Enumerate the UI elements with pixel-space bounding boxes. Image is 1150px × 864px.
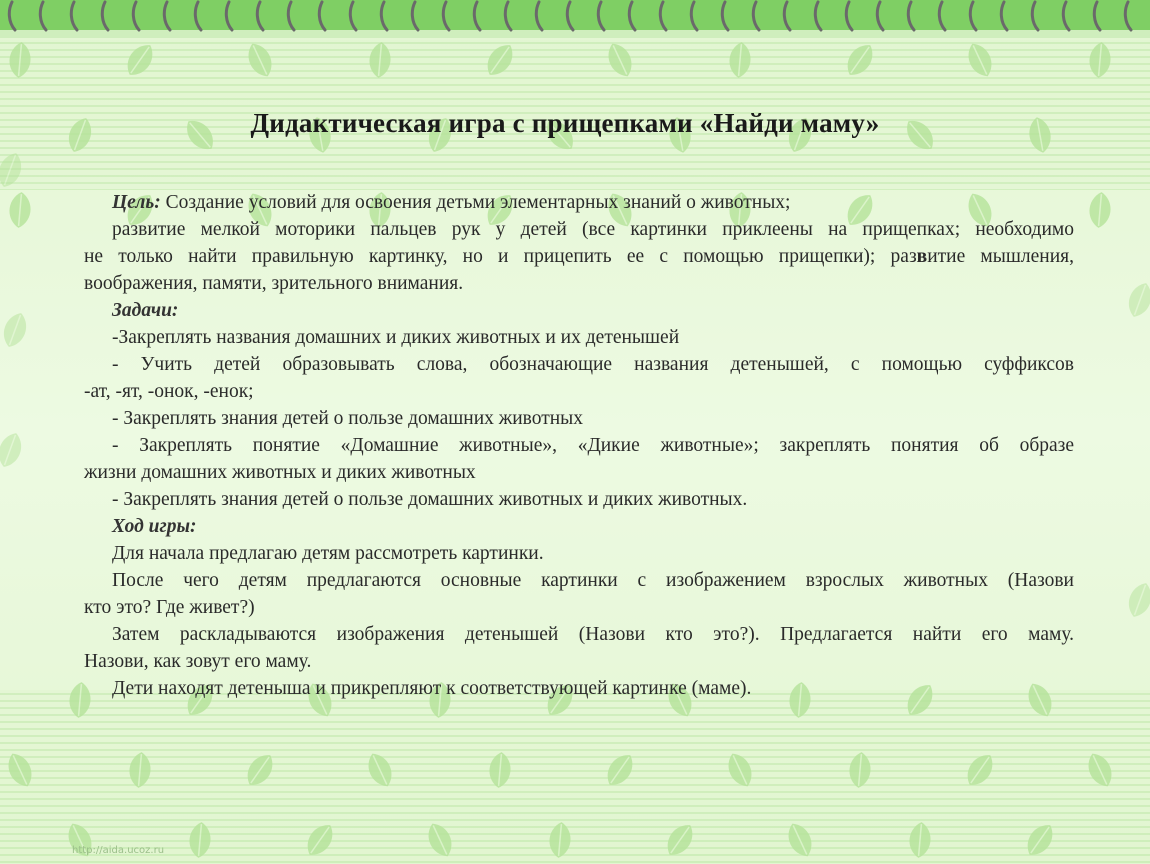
- goal-line-4: воображения, памяти, зрительного внимания.: [84, 273, 464, 294]
- course-item-cont: кто это? Где живет?): [84, 597, 255, 618]
- goal-text: Создание условий для освоения детьми элементарных знаний о животных;: [160, 192, 791, 213]
- goal-paragraph: [84, 189, 1074, 216]
- course-item: Дети находят детеныша и прикрепляют к соответствующей картинке (маме).: [112, 678, 752, 699]
- course-item: Затем раскладываются изображения детенышей (Назови кто это?). Предлагается найти его маму.: [112, 624, 1074, 645]
- course-item: Для начала предлагаю детям рассмотреть картинки.: [112, 543, 544, 564]
- course-heading: Ход игры:: [112, 516, 197, 537]
- slide-title: Дидактическая игра с прищепками «Найди маму»: [250, 108, 880, 138]
- task-item: - Учить детей образовывать слова, обозначающие названия детенышей, с помощью суффиксов: [112, 354, 1074, 375]
- goal-line-3: не только найти правильную картинку, но и прицепить ее с помощью прищепки); развитие мышления,: [84, 246, 1074, 267]
- course-item-cont: Назови, как зовут его маму.: [84, 651, 312, 672]
- footer-url: http://aida.ucoz.ru: [72, 845, 165, 856]
- task-item-cont: -ат, -ят, -онок, -енок;: [84, 381, 254, 402]
- task-item: - Закреплять знания детей о пользе домашних животных: [112, 408, 584, 429]
- goal-heading: Цель:: [112, 192, 161, 213]
- task-item: - Закреплять понятие «Домашние животные», «Дикие животные»; закреплять понятия об образе: [112, 435, 1074, 456]
- course-item: После чего детям предлагаются основные картинки с изображением взрослых животных (Назови: [112, 570, 1074, 591]
- task-item-cont: жизни домашних животных и диких животных: [84, 462, 476, 483]
- tasks-heading: Задачи:: [112, 300, 179, 321]
- goal-line-2: развитие мелкой моторики пальцев рук у детей (все картинки приклеены на прищепках; необходимо: [112, 219, 1074, 240]
- slide-body: [84, 189, 1074, 702]
- task-item: - Закреплять знания детей о пользе домашних животных и диких животных.: [112, 489, 748, 510]
- task-item: -Закреплять названия домашних и диких животных и их детенышей: [112, 327, 680, 348]
